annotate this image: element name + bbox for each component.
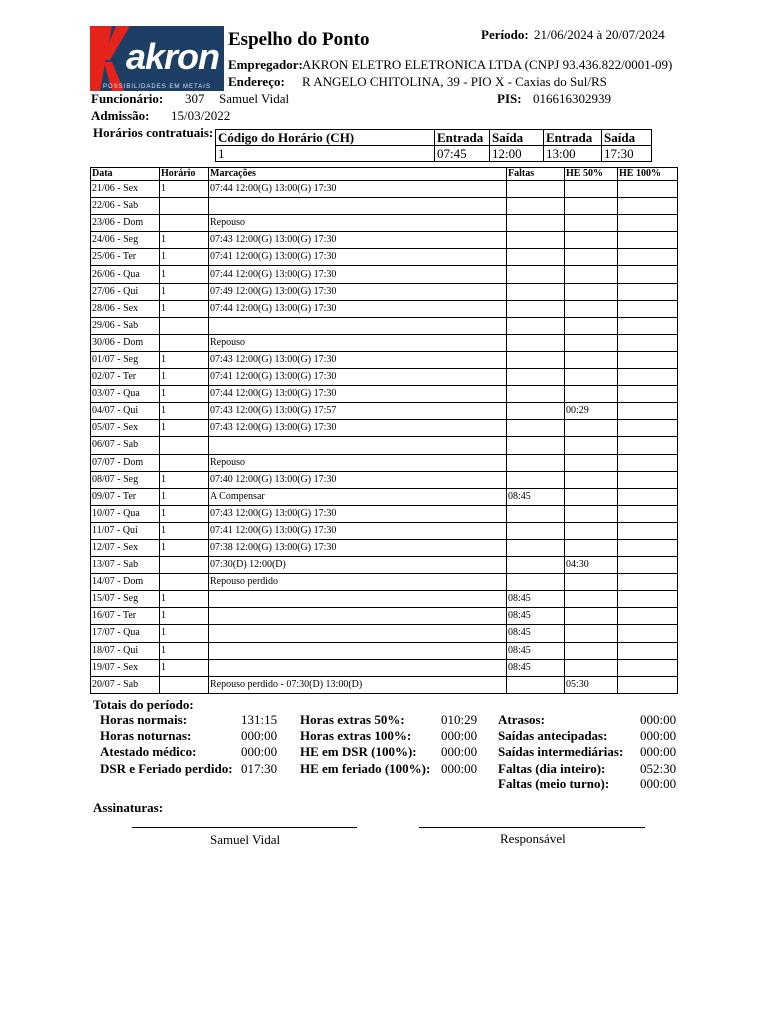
cell-data: 30/06 - Dom <box>91 334 160 351</box>
cell-faltas <box>507 454 565 471</box>
funcionario-label: Funcionário: <box>91 91 164 106</box>
cell-marcacoes <box>209 642 507 659</box>
totals-title: Totais do período: <box>93 697 194 712</box>
cell-horario: 1 <box>160 522 209 539</box>
ch-saida1-header: Saída <box>490 130 544 146</box>
cell-he50 <box>565 386 618 403</box>
cell-data: 29/06 - Sab <box>91 317 160 334</box>
cell-he50 <box>565 539 618 556</box>
cell-marcacoes: Repouso perdido - 07:30(D) 13:00(D) <box>209 676 507 693</box>
cell-faltas <box>507 334 565 351</box>
employee-signature-name: Samuel Vidal <box>210 832 281 847</box>
cell-horario: 1 <box>160 625 209 642</box>
table-row <box>91 591 678 608</box>
col-header-faltas: Faltas <box>507 168 565 181</box>
table-row <box>91 369 678 386</box>
cell-data: 01/07 - Seg <box>91 351 160 368</box>
cell-he100 <box>618 676 678 693</box>
timesheet-table <box>90 167 678 694</box>
total-dsr-value: 017:30 <box>241 761 278 776</box>
cell-faltas: 08:45 <box>507 659 565 676</box>
ch-saida2-value: 17:30 <box>602 146 652 162</box>
cell-data: 24/06 - Seg <box>91 232 160 249</box>
cell-faltas: 08:45 <box>507 642 565 659</box>
cell-data: 03/07 - Qua <box>91 386 160 403</box>
table-row <box>91 608 678 625</box>
cell-he100 <box>618 386 678 403</box>
table-row <box>91 386 678 403</box>
cell-data: 04/07 - Qui <box>91 403 160 420</box>
table-row <box>91 232 678 249</box>
responsible-signature-name: Responsável <box>500 831 566 846</box>
cell-marcacoes: Repouso <box>209 215 507 232</box>
cell-marcacoes <box>209 591 507 608</box>
cell-horario: 1 <box>160 232 209 249</box>
cell-he100 <box>618 351 678 368</box>
cell-marcacoes: 07:44 12:00(G) 13:00(G) 17:30 <box>209 181 507 198</box>
table-row <box>91 642 678 659</box>
cell-horario: 1 <box>160 386 209 403</box>
cell-he100 <box>618 420 678 437</box>
cell-horario: 1 <box>160 659 209 676</box>
cell-data: 23/06 - Dom <box>91 215 160 232</box>
cell-faltas <box>507 386 565 403</box>
cell-he100 <box>618 283 678 300</box>
cell-he100 <box>618 557 678 574</box>
cell-he100 <box>618 659 678 676</box>
cell-he100 <box>618 369 678 386</box>
cell-data: 26/06 - Qua <box>91 266 160 283</box>
endereco-value: R ANGELO CHITOLINA, 39 - PIO X - Caxias do Sul/RS <box>302 74 607 89</box>
cell-horario: 1 <box>160 266 209 283</box>
funcionario-id: 307 <box>185 91 205 106</box>
total-horas-normais-label: Horas normais: <box>100 712 188 727</box>
cell-he50: 04:30 <box>565 557 618 574</box>
cell-he100 <box>618 198 678 215</box>
cell-marcacoes: 07:41 12:00(G) 13:00(G) 17:30 <box>209 369 507 386</box>
table-row <box>91 215 678 232</box>
cell-marcacoes <box>209 608 507 625</box>
cell-marcacoes <box>209 437 507 454</box>
cell-horario: 1 <box>160 642 209 659</box>
cell-he100 <box>618 215 678 232</box>
table-row <box>91 557 678 574</box>
cell-he50 <box>565 608 618 625</box>
admissao-value: 15/03/2022 <box>171 108 231 123</box>
table-row <box>91 437 678 454</box>
cell-horario: 1 <box>160 505 209 522</box>
cell-he50 <box>565 420 618 437</box>
cell-faltas: 08:45 <box>507 608 565 625</box>
company-logo <box>90 26 224 91</box>
cell-horario: 1 <box>160 488 209 505</box>
total-faltas-meio-label: Faltas (meio turno): <box>498 776 610 791</box>
cell-marcacoes: 07:44 12:00(G) 13:00(G) 17:30 <box>209 386 507 403</box>
cell-he100 <box>618 471 678 488</box>
ch-code-value: 1 <box>216 146 435 162</box>
signatures-title: Assinaturas: <box>93 800 164 815</box>
cell-he100 <box>618 403 678 420</box>
cell-horario <box>160 437 209 454</box>
periodo-label: Período: <box>481 27 529 42</box>
cell-horario <box>160 574 209 591</box>
cell-he100 <box>618 454 678 471</box>
cell-he100 <box>618 591 678 608</box>
table-row <box>91 625 678 642</box>
total-saidas-intermediarias-label: Saídas intermediárias: <box>498 744 624 759</box>
cell-marcacoes: 07:30(D) 12:00(D) <box>209 557 507 574</box>
cell-data: 05/07 - Sex <box>91 420 160 437</box>
ch-entrada2-value: 13:00 <box>544 146 602 162</box>
cell-horario <box>160 317 209 334</box>
cell-he50 <box>565 369 618 386</box>
total-faltas-dia-value: 052:30 <box>640 761 677 776</box>
cell-data: 13/07 - Sab <box>91 557 160 574</box>
cell-he50 <box>565 266 618 283</box>
total-horas-noturnas-value: 000:00 <box>241 728 278 743</box>
cell-data: 22/06 - Sab <box>91 198 160 215</box>
cell-data: 18/07 - Qui <box>91 642 160 659</box>
cell-he100 <box>618 181 678 198</box>
funcionario-name: Samuel Vidal <box>219 91 290 106</box>
cell-faltas <box>507 300 565 317</box>
cell-he100 <box>618 574 678 591</box>
cell-marcacoes: Repouso <box>209 454 507 471</box>
cell-marcacoes: Repouso <box>209 334 507 351</box>
cell-marcacoes <box>209 659 507 676</box>
cell-marcacoes: 07:44 12:00(G) 13:00(G) 17:30 <box>209 266 507 283</box>
total-he-dsr-value: 000:00 <box>441 744 478 759</box>
cell-he100 <box>618 488 678 505</box>
table-row <box>91 659 678 676</box>
cell-faltas <box>507 266 565 283</box>
total-he100-value: 000:00 <box>441 728 478 743</box>
cell-he50 <box>565 351 618 368</box>
cell-he100 <box>618 642 678 659</box>
cell-data: 07/07 - Dom <box>91 454 160 471</box>
cell-marcacoes: A Compensar <box>209 488 507 505</box>
logo-tagline: POSSIBILIDADES EM METAIS <box>103 84 211 90</box>
cell-marcacoes: 07:43 12:00(G) 13:00(G) 17:30 <box>209 505 507 522</box>
cell-faltas <box>507 420 565 437</box>
cell-faltas: 08:45 <box>507 625 565 642</box>
cell-he50 <box>565 574 618 591</box>
cell-faltas <box>507 522 565 539</box>
cell-faltas <box>507 574 565 591</box>
cell-faltas <box>507 369 565 386</box>
cell-data: 17/07 - Qua <box>91 625 160 642</box>
table-row <box>91 676 678 693</box>
cell-he50 <box>565 232 618 249</box>
cell-data: 28/06 - Sex <box>91 300 160 317</box>
table-row <box>91 488 678 505</box>
cell-faltas <box>507 249 565 266</box>
cell-he50 <box>565 334 618 351</box>
table-row <box>91 181 678 198</box>
table-row <box>91 300 678 317</box>
contract-value-row <box>216 146 652 162</box>
cell-horario: 1 <box>160 249 209 266</box>
cell-he100 <box>618 437 678 454</box>
pis-value: 016616302939 <box>533 91 611 106</box>
cell-horario <box>160 215 209 232</box>
total-he50-value: 010:29 <box>441 712 478 727</box>
cell-horario: 1 <box>160 608 209 625</box>
cell-horario: 1 <box>160 181 209 198</box>
table-row <box>91 574 678 591</box>
cell-data: 21/06 - Sex <box>91 181 160 198</box>
cell-data: 27/06 - Qui <box>91 283 160 300</box>
cell-faltas <box>507 232 565 249</box>
total-he-feriado-label: HE em feriado (100%): <box>300 761 431 776</box>
col-header-he100: HE 100% <box>618 168 678 181</box>
cell-he50 <box>565 488 618 505</box>
cell-he50 <box>565 437 618 454</box>
cell-marcacoes: 07:43 12:00(G) 13:00(G) 17:30 <box>209 351 507 368</box>
cell-he50 <box>565 249 618 266</box>
cell-horario <box>160 454 209 471</box>
cell-marcacoes: 07:43 12:00(G) 13:00(G) 17:30 <box>209 232 507 249</box>
cell-horario <box>160 198 209 215</box>
cell-faltas <box>507 505 565 522</box>
ch-entrada1-value: 07:45 <box>435 146 490 162</box>
table-row <box>91 420 678 437</box>
page-title: Espelho do Ponto <box>228 29 370 50</box>
logo-wordmark: akron <box>126 36 220 77</box>
cell-he50: 05:30 <box>565 676 618 693</box>
total-he50-label: Horas extras 50%: <box>300 712 405 727</box>
cell-horario: 1 <box>160 539 209 556</box>
cell-faltas: 08:45 <box>507 591 565 608</box>
cell-data: 10/07 - Qua <box>91 505 160 522</box>
cell-marcacoes: 07:49 12:00(G) 13:00(G) 17:30 <box>209 283 507 300</box>
cell-faltas <box>507 283 565 300</box>
cell-he50 <box>565 505 618 522</box>
cell-faltas <box>507 437 565 454</box>
cell-he50 <box>565 522 618 539</box>
cell-faltas <box>507 471 565 488</box>
empregador-value: AKRON ELETRO ELETRONICA LTDA (CNPJ 93.436.822/0001-09) <box>302 57 673 72</box>
cell-horario: 1 <box>160 591 209 608</box>
ch-entrada1-header: Entrada <box>435 130 490 146</box>
cell-faltas: 08:45 <box>507 488 565 505</box>
total-dsr-label: DSR e Feriado perdido: <box>100 761 233 776</box>
ch-code-header: Código do Horário (CH) <box>216 130 435 146</box>
cell-marcacoes: 07:41 12:00(G) 13:00(G) 17:30 <box>209 249 507 266</box>
table-row <box>91 522 678 539</box>
empregador-label: Empregador: <box>228 57 303 72</box>
table-row <box>91 471 678 488</box>
cell-he50 <box>565 283 618 300</box>
cell-horario <box>160 557 209 574</box>
cell-horario: 1 <box>160 471 209 488</box>
cell-he50 <box>565 300 618 317</box>
total-atestado-value: 000:00 <box>241 744 278 759</box>
cell-marcacoes: Repouso perdido <box>209 574 507 591</box>
cell-he50: 00:29 <box>565 403 618 420</box>
cell-he100 <box>618 249 678 266</box>
cell-he50 <box>565 454 618 471</box>
total-horas-normais-value: 131:15 <box>241 712 278 727</box>
employee-signature-line <box>132 827 357 828</box>
cell-he100 <box>618 505 678 522</box>
cell-he100 <box>618 266 678 283</box>
cell-he50 <box>565 317 618 334</box>
cell-he50 <box>565 625 618 642</box>
cell-marcacoes <box>209 625 507 642</box>
cell-faltas <box>507 557 565 574</box>
cell-he100 <box>618 232 678 249</box>
table-row <box>91 198 678 215</box>
cell-data: 11/07 - Qui <box>91 522 160 539</box>
cell-he50 <box>565 642 618 659</box>
cell-data: 20/07 - Sab <box>91 676 160 693</box>
cell-he50 <box>565 471 618 488</box>
cell-he100 <box>618 625 678 642</box>
cell-data: 25/06 - Ter <box>91 249 160 266</box>
cell-data: 16/07 - Ter <box>91 608 160 625</box>
cell-faltas <box>507 539 565 556</box>
total-he100-label: Horas extras 100%: <box>300 728 412 743</box>
total-he-feriado-value: 000:00 <box>441 761 478 776</box>
cell-horario <box>160 334 209 351</box>
table-row <box>91 266 678 283</box>
table-row <box>91 403 678 420</box>
cell-he50 <box>565 215 618 232</box>
cell-faltas <box>507 317 565 334</box>
table-row <box>91 249 678 266</box>
table-row <box>91 505 678 522</box>
cell-marcacoes: 07:40 12:00(G) 13:00(G) 17:30 <box>209 471 507 488</box>
cell-he50 <box>565 181 618 198</box>
total-saidas-intermediarias-value: 000:00 <box>640 744 677 759</box>
total-faltas-meio-value: 000:00 <box>640 776 677 791</box>
total-saidas-antecipadas-value: 000:00 <box>640 728 677 743</box>
cell-horario: 1 <box>160 369 209 386</box>
ch-saida1-value: 12:00 <box>490 146 544 162</box>
cell-marcacoes: 07:43 12:00(G) 13:00(G) 17:57 <box>209 403 507 420</box>
cell-data: 14/07 - Dom <box>91 574 160 591</box>
cell-he100 <box>618 522 678 539</box>
cell-marcacoes: 07:41 12:00(G) 13:00(G) 17:30 <box>209 522 507 539</box>
ch-entrada2-header: Entrada <box>544 130 602 146</box>
cell-faltas <box>507 676 565 693</box>
col-header-he50: HE 50% <box>565 168 618 181</box>
total-atrasos-label: Atrasos: <box>498 712 545 727</box>
responsible-signature-line <box>419 827 645 828</box>
cell-data: 08/07 - Seg <box>91 471 160 488</box>
timesheet-body <box>91 181 678 694</box>
cell-he100 <box>618 317 678 334</box>
cell-horario: 1 <box>160 300 209 317</box>
total-horas-noturnas-label: Horas noturnas: <box>100 728 192 743</box>
cell-horario: 1 <box>160 351 209 368</box>
ch-saida2-header: Saída <box>602 130 652 146</box>
table-row <box>91 283 678 300</box>
cell-he100 <box>618 300 678 317</box>
total-he-dsr-label: HE em DSR (100%): <box>300 744 417 759</box>
cell-data: 19/07 - Sex <box>91 659 160 676</box>
total-faltas-dia-label: Faltas (dia inteiro): <box>498 761 606 776</box>
cell-horario: 1 <box>160 283 209 300</box>
cell-faltas <box>507 198 565 215</box>
endereco-label: Endereço: <box>228 74 285 89</box>
table-row <box>91 334 678 351</box>
cell-data: 15/07 - Seg <box>91 591 160 608</box>
pis-label: PIS: <box>497 91 522 106</box>
cell-faltas <box>507 215 565 232</box>
col-header-horario: Horário <box>160 168 209 181</box>
cell-horario: 1 <box>160 403 209 420</box>
table-row <box>91 539 678 556</box>
cell-marcacoes: 07:38 12:00(G) 13:00(G) 17:30 <box>209 539 507 556</box>
cell-faltas <box>507 351 565 368</box>
cell-data: 09/07 - Ter <box>91 488 160 505</box>
table-row <box>91 351 678 368</box>
cell-data: 02/07 - Ter <box>91 369 160 386</box>
cell-marcacoes <box>209 198 507 215</box>
cell-marcacoes: 07:44 12:00(G) 13:00(G) 17:30 <box>209 300 507 317</box>
contract-header-row <box>216 130 652 146</box>
periodo-value: 21/06/2024 à 20/07/2024 <box>534 27 665 42</box>
contract-schedule-table <box>215 129 652 162</box>
cell-marcacoes <box>209 317 507 334</box>
total-atrasos-value: 000:00 <box>640 712 677 727</box>
total-atestado-label: Atestado médico: <box>100 744 197 759</box>
cell-he50 <box>565 591 618 608</box>
cell-data: 06/07 - Sab <box>91 437 160 454</box>
cell-horario: 1 <box>160 420 209 437</box>
cell-horario <box>160 676 209 693</box>
cell-data: 12/07 - Sex <box>91 539 160 556</box>
cell-he100 <box>618 608 678 625</box>
col-header-data: Data <box>91 168 160 181</box>
cell-marcacoes: 07:43 12:00(G) 13:00(G) 17:30 <box>209 420 507 437</box>
horarios-contratuais-label: Horários contratuais: <box>93 125 214 140</box>
cell-faltas <box>507 181 565 198</box>
cell-he100 <box>618 539 678 556</box>
timesheet-header-row <box>91 168 678 181</box>
cell-he100 <box>618 334 678 351</box>
admissao-label: Admissão: <box>91 108 150 123</box>
cell-he50 <box>565 198 618 215</box>
col-header-marcacoes: Marcações <box>209 168 507 181</box>
table-row <box>91 454 678 471</box>
cell-he50 <box>565 659 618 676</box>
table-row <box>91 317 678 334</box>
total-saidas-antecipadas-label: Saídas antecipadas: <box>498 728 608 743</box>
cell-faltas <box>507 403 565 420</box>
